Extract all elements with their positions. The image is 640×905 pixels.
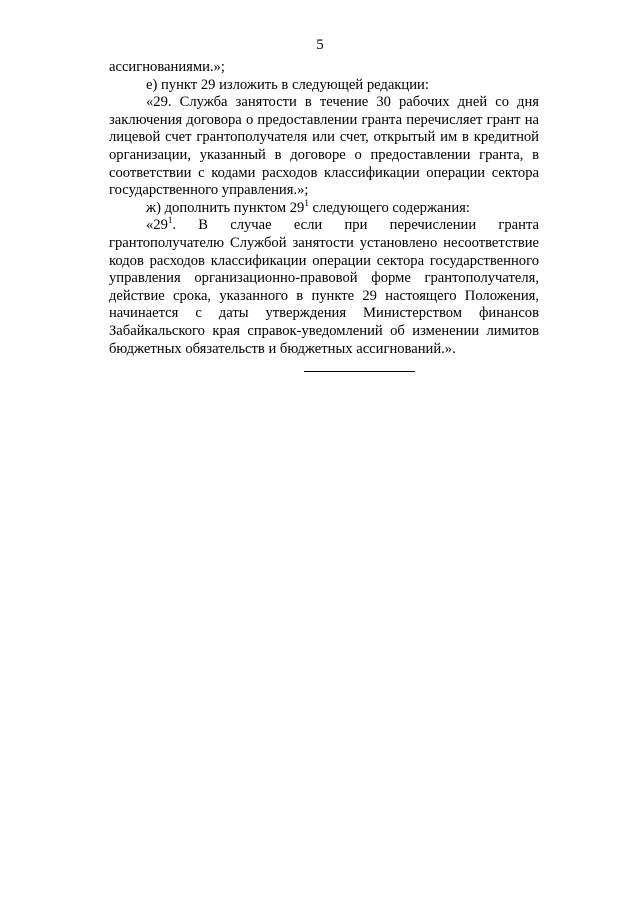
document-body — [109, 59, 539, 358]
paragraph-item-e: е) пункт 29 изложить в следующей редакции: — [146, 76, 429, 93]
point-29-1-text-end: . В случае если при перечислении гранта грантополучателю Службой занятости установлено несоответствие кодов расходов классификации операции сектора государственного управления организационно-правовой форме грантополучателя, действие срока, указанного в пункте 29 настоящего Положения, начинается с даты утверждения Министерством финансов Забайкальского края справок-уведомлений об изменении лимитов бюджетных обязательств и бюджетных ассигнований.». — [109, 217, 539, 357]
page-number: 5 — [316, 37, 324, 53]
item-zh-text-end: следующего содержания: — [308, 199, 470, 216]
point-29-1-superscript: 1 — [167, 215, 173, 226]
item-zh-text-start: ж) дополнить пунктом 29 — [146, 199, 305, 216]
point-29-1-text-start: «29 — [146, 217, 168, 234]
paragraph-point-29: «29. Служба занятости в течение 30 рабочих дней со дня заключения договора о предоставлении гранта перечисляет грант на лицевой счет грантополучателя или счет, открытый им в кредитной организации, указанный в договоре о предоставлении гранта, в соответствии с кодами расходов классификации операции сектора государственного управления.»; — [109, 94, 539, 199]
paragraph-point-29-1 — [109, 217, 539, 358]
paragraph-item-zh — [109, 197, 539, 218]
paragraph-continuation: ассигнованиями.»; — [109, 59, 225, 75]
item-zh-superscript: 1 — [304, 197, 309, 208]
end-divider-line — [304, 371, 415, 372]
